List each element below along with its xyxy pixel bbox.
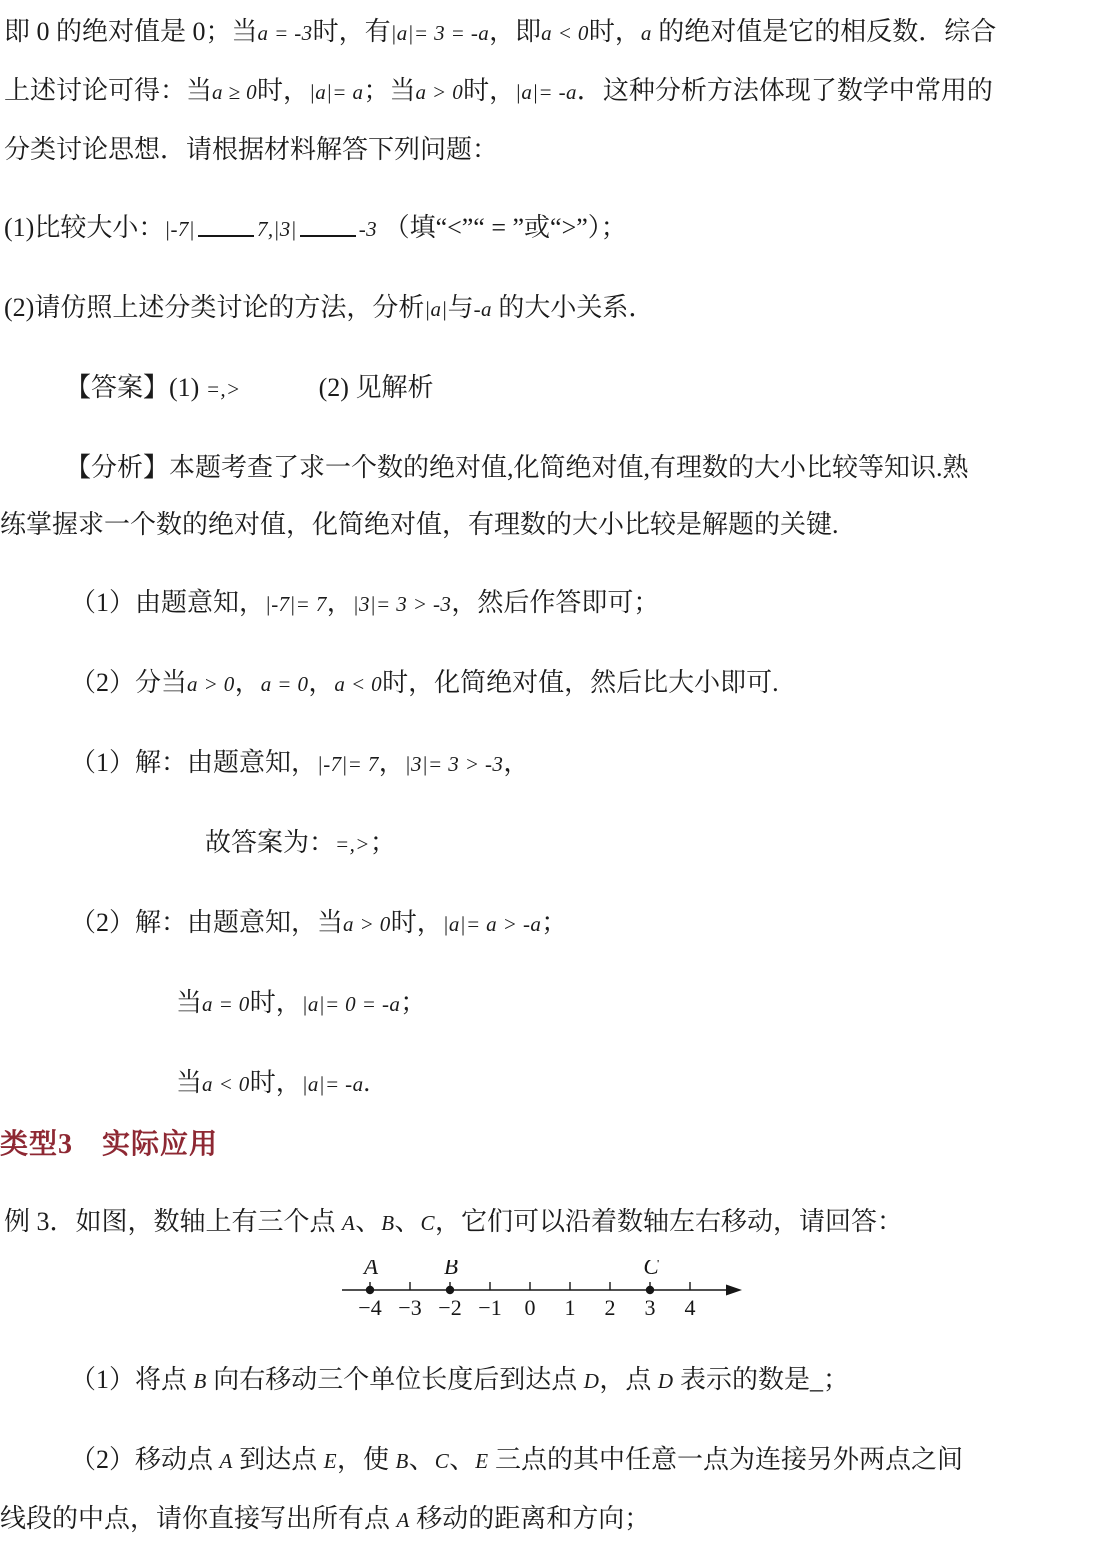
text-run: 当 <box>176 1068 203 1097</box>
text-run: 到达点 <box>232 1445 324 1474</box>
math-expression: a = -3 <box>257 21 313 45</box>
math-expression: B <box>395 1449 409 1473</box>
text-run: ， <box>234 668 261 697</box>
example-3-intro <box>0 1193 1102 1252</box>
solution-1-line-2 <box>0 814 1102 873</box>
text-run: 的绝对值是它的相反数．综合 <box>651 17 997 46</box>
math-expression: -a <box>473 297 492 321</box>
math-expression: a > 0 <box>187 672 235 696</box>
math-expression: |a| <box>424 297 448 321</box>
text-run: (2)请仿照上述分类讨论的方法，分析 <box>4 293 425 322</box>
text-run: . <box>363 1068 370 1097</box>
number-line-svg <box>336 1260 766 1330</box>
text-run: 【分析】本题考查了求一个数的绝对值,化简绝对值,有理数的大小比较等知识.熟 <box>65 453 969 482</box>
text-run: ，使 <box>337 1445 396 1474</box>
answer-blank <box>198 229 254 237</box>
math-expression: A <box>396 1508 410 1532</box>
math-expression: |-7| <box>164 217 195 241</box>
solution-2-line-2 <box>0 974 1102 1033</box>
text-run: ； <box>369 828 396 857</box>
example-3-question-2-line-2 <box>0 1490 1102 1549</box>
math-expression: a <box>640 21 652 45</box>
math-expression: |-7|= 7 <box>317 752 379 776</box>
math-expression: A <box>219 1449 233 1473</box>
text-run: 时， <box>588 17 641 46</box>
math-expression: |a|= -a <box>301 1072 364 1096</box>
math-expression: a < 0 <box>202 1072 250 1096</box>
text-run: 时， <box>463 76 516 105</box>
math-expression: |a|= 3 = -a <box>390 21 490 45</box>
analysis-point-1 <box>0 574 1102 633</box>
solution-2-line-3 <box>0 1054 1102 1113</box>
point-dot-C <box>646 1286 654 1294</box>
text-run: （2）移动点 <box>70 1445 220 1474</box>
answer-blank <box>300 229 356 237</box>
text-run: 时， <box>390 908 443 937</box>
math-expression: D <box>657 1369 674 1393</box>
text-run: 、 <box>408 1445 435 1474</box>
text-run: 时， <box>249 988 302 1017</box>
example-3-question-1 <box>0 1351 1102 1410</box>
solution-2-line-1 <box>0 894 1102 953</box>
text-run: 当 <box>176 988 203 1017</box>
text-run: 移动的距离和方向； <box>409 1504 651 1533</box>
question-2 <box>0 279 1102 338</box>
text-run: ， <box>308 668 335 697</box>
number-line-figure <box>0 1260 1102 1335</box>
text-run: ； <box>400 988 427 1017</box>
analysis-point-2 <box>0 654 1102 713</box>
math-expression: a < 0 <box>334 672 383 696</box>
text-run: 线段的中点，请你直接写出所有点 <box>0 1504 397 1533</box>
text-run: 时， <box>249 1068 302 1097</box>
math-expression: a = 0 <box>202 992 250 1016</box>
text-run: (2) 见解析 <box>240 373 434 402</box>
math-expression: |a|= a <box>309 80 364 104</box>
math-expression: a > 0 <box>343 912 391 936</box>
math-expression: E <box>475 1449 489 1473</box>
text-run: ， <box>378 748 405 777</box>
math-expression: B <box>193 1369 207 1393</box>
math-expression: 7,|3| <box>256 217 297 241</box>
text-run: 时， <box>257 76 310 105</box>
text-run: （填“<”“ = ”或“>”）； <box>377 213 627 242</box>
text-run: ，它们可以沿着数轴左右移动，请回答： <box>434 1207 903 1236</box>
text-run: ；当 <box>363 76 416 105</box>
math-expression: |a|= -a <box>515 80 577 104</box>
intro-line-2 <box>0 62 1102 121</box>
math-expression: E <box>323 1449 337 1473</box>
intro-line-1 <box>0 3 1102 62</box>
math-expression: D <box>583 1369 600 1393</box>
question-1 <box>0 199 1102 258</box>
math-expression: =,> <box>335 832 370 856</box>
text-run: (1)比较大小： <box>4 213 165 242</box>
analysis-line-1 <box>0 439 1102 496</box>
text-run: 与 <box>447 293 474 322</box>
solution-1-line-1 <box>0 734 1102 793</box>
text-run: 、 <box>394 1207 421 1236</box>
answer-line <box>0 359 1102 418</box>
text-run: ； <box>541 908 568 937</box>
point-dot-A <box>366 1286 374 1294</box>
point-label-A: A <box>363 1260 379 1279</box>
math-expression: A <box>342 1211 356 1235</box>
tick-label: 1 <box>564 1295 576 1320</box>
math-expression: a > 0 <box>415 80 464 104</box>
text-run: ．这种分析方法体现了数学中常用的 <box>576 76 993 105</box>
math-expression: C <box>420 1211 435 1235</box>
text-run: ，然后作答即可； <box>451 588 660 617</box>
axis-arrowhead-icon <box>726 1285 742 1296</box>
text-run: （1）解：由题意知， <box>70 748 318 777</box>
text-run: ， <box>326 588 353 617</box>
text-run: ，点 <box>599 1365 658 1394</box>
text-run: 、 <box>449 1445 476 1474</box>
math-expression: a ≥ 0 <box>212 80 258 104</box>
math-expression: a < 0 <box>541 21 589 45</box>
text-run: （1）将点 <box>70 1365 194 1394</box>
text-run: 即 0 的绝对值是 0；当 <box>4 17 258 46</box>
text-run: ，即 <box>489 17 542 46</box>
point-dot-B <box>446 1286 454 1294</box>
point-label-C: C <box>643 1260 659 1279</box>
text-run: 故答案为： <box>205 828 336 857</box>
math-expression: |a|= a > -a <box>442 912 542 936</box>
math-expression: |3|= 3 > -3 <box>404 752 504 776</box>
math-expression: |3|= 3 > -3 <box>352 592 452 616</box>
math-expression: B <box>381 1211 395 1235</box>
text-run: 分类讨论思想．请根据材料解答下列问题： <box>4 135 499 164</box>
math-expression: =,> <box>205 377 241 401</box>
analysis-line-2 <box>0 496 1102 553</box>
text-run: 类型3 实际应用 <box>0 1129 219 1160</box>
text-run: 、 <box>355 1207 382 1236</box>
text-run: 三点的其中任意一点为连接另外两点之间 <box>488 1445 963 1474</box>
point-label-B: B <box>443 1260 459 1279</box>
math-expression: a = 0 <box>260 672 309 696</box>
text-run: 上述讨论可得：当 <box>4 76 213 105</box>
tick-label: −2 <box>438 1295 462 1320</box>
text-run: （2）解：由题意知，当 <box>70 908 344 937</box>
math-expression: |-7|= 7 <box>265 592 327 616</box>
tick-label: 0 <box>524 1295 536 1320</box>
text-run: 例 3．如图，数轴上有三个点 <box>4 1207 343 1236</box>
tick-label: −3 <box>398 1295 422 1320</box>
text-run: 时，化简绝对值，然后比大小即可. <box>382 668 779 697</box>
example-3-question-2-line-1 <box>0 1431 1102 1490</box>
text-run: （2）分当 <box>70 668 188 697</box>
tick-label: −4 <box>358 1295 382 1320</box>
text-run: 时，有 <box>312 17 391 46</box>
text-run: 【答案】(1) <box>65 373 206 402</box>
text-run: ， <box>503 748 530 777</box>
tick-label: 3 <box>644 1295 656 1320</box>
text-run: 表示的数是_； <box>673 1365 849 1394</box>
math-expression: |a|= 0 = -a <box>301 992 401 1016</box>
math-expression: C <box>434 1449 450 1473</box>
tick-label: 4 <box>684 1295 696 1320</box>
intro-line-3 <box>0 121 1102 178</box>
text-run: 练掌握求一个数的绝对值，化简绝对值，有理数的大小比较是解题的关键. <box>0 510 839 539</box>
math-expression: -3 <box>358 217 378 241</box>
text-run: 向右移动三个单位长度后到达点 <box>206 1365 584 1394</box>
heading-type-3 <box>0 1123 1102 1167</box>
tick-label: −1 <box>478 1295 502 1320</box>
text-run: （1）由题意知， <box>70 588 266 617</box>
tick-label: 2 <box>604 1295 616 1320</box>
text-run: 的大小关系． <box>491 293 655 322</box>
